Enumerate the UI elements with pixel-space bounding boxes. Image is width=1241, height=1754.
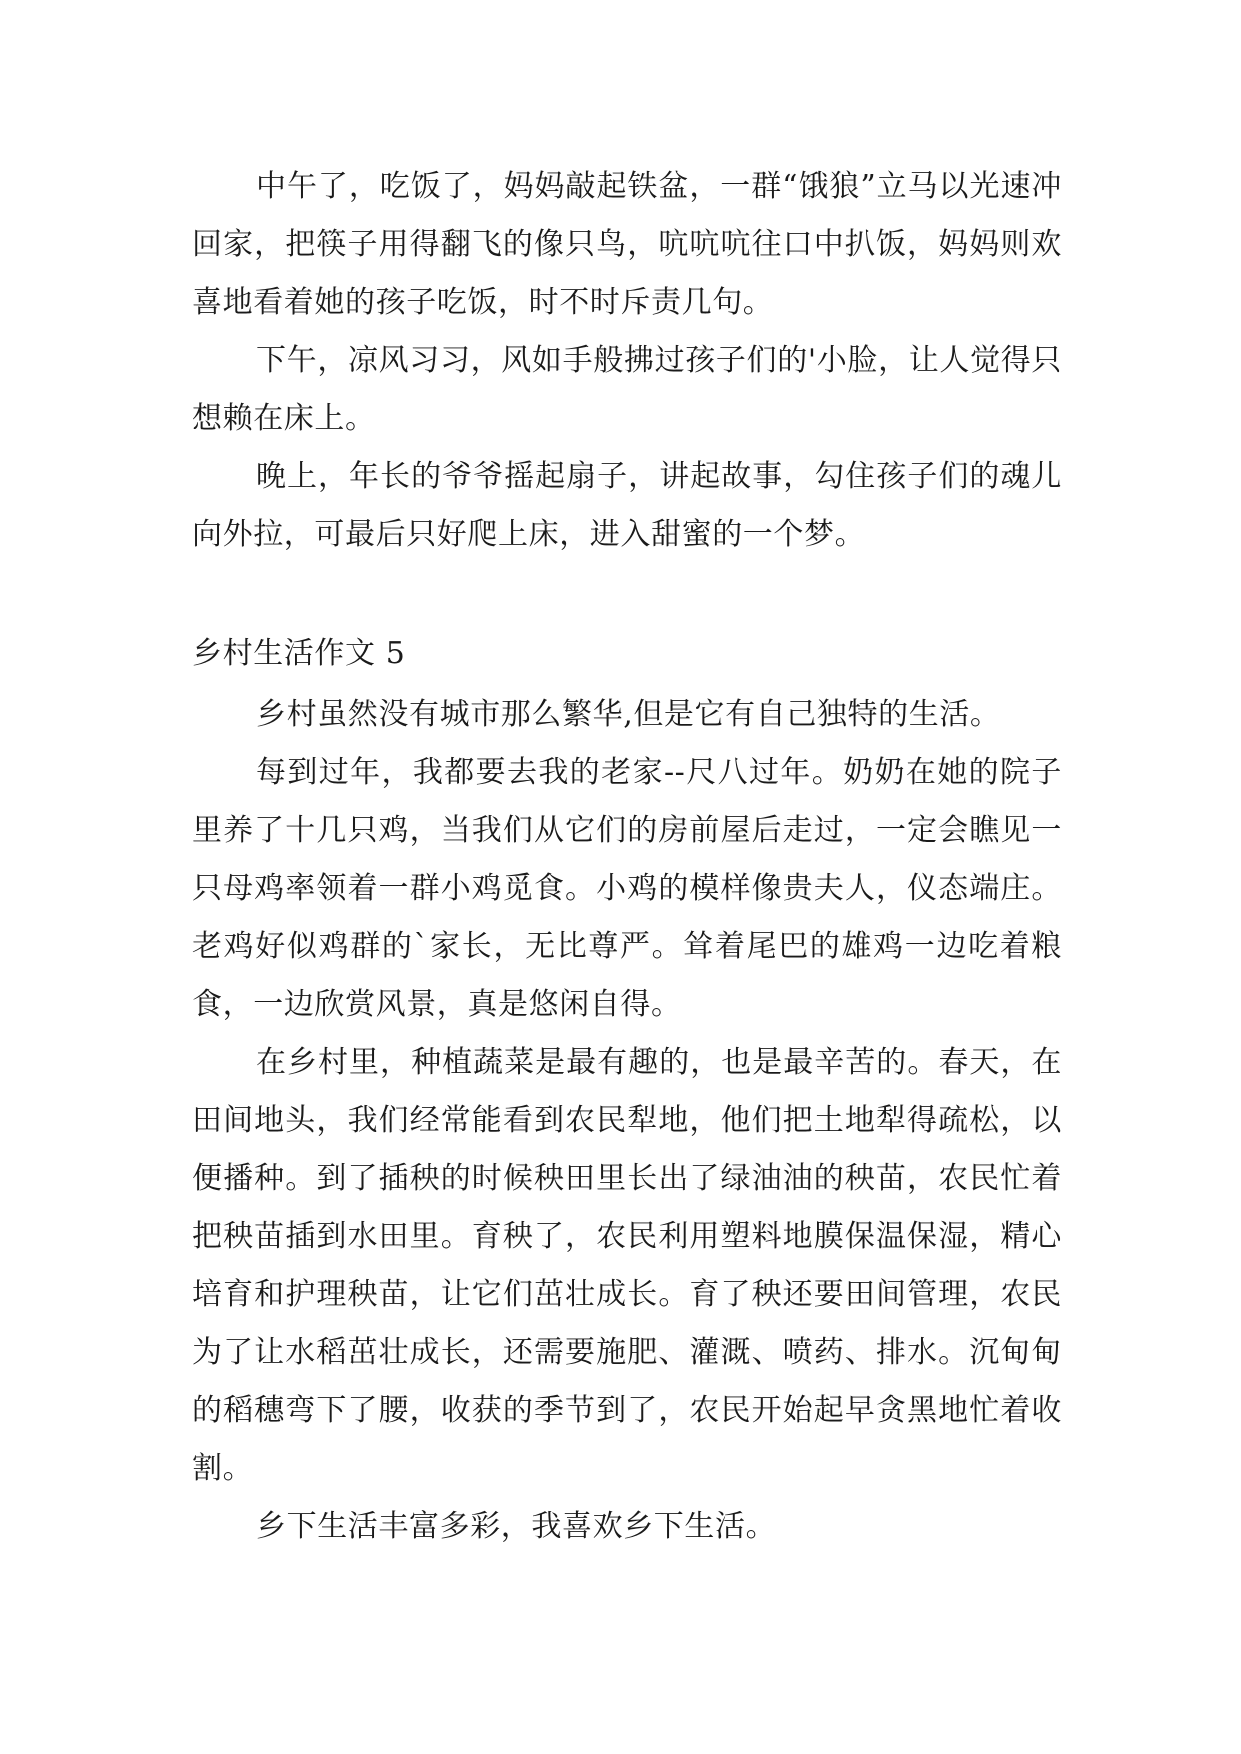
paragraph-evening: 晚上，年长的爷爷摇起扇子，讲起故事，勾住孩子们的魂儿向外拉，可最后只好爬上床，进入甜蜜的一个梦。 xyxy=(192,459,1062,552)
paragraph-new-year: 每到过年，我都要去我的老家--尺八过年。奶奶在她的院子里养了十几只鸡，当我们从它们的房前屋后走过，一定会瞧见一只母鸡率领着一群小鸡觅食。小鸡的模样像贵夫人，仪态端庄。老鸡好似鸡群的`家长，无比尊严。耸着尾巴的雄鸡一边吃着粮食，一边欣赏风景，真是悠闲自得。 xyxy=(192,755,1062,1022)
essay-part-continued xyxy=(192,158,1062,564)
paragraph-farming: 在乡村里，种植蔬菜是最有趣的，也是最辛苦的。春天，在田间地头，我们经常能看到农民犁地，他们把土地犁得疏松，以便播种。到了插秧的时候秧田里长出了绿油油的秧苗，农民忙着把秧苗插到水田里。育秧了，农民利用塑料地膜保温保湿，精心培育和护理秧苗，让它们茁壮成长。育了秧还要田间管理，农民为了让水稻茁壮成长，还需要施肥、灌溉、喷药、排水。沉甸甸的稻穗弯下了腰，收获的季节到了，农民开始起早贪黑地忙着收割。 xyxy=(192,1045,1062,1486)
section-title: 乡村生活作文 5 xyxy=(192,636,406,671)
paragraph-noon: 中午了，吃饭了，妈妈敲起铁盆，一群“饿狼”立马以光速冲回家，把筷子用得翻飞的像只鸟，吭吭吭往口中扒饭，妈妈则欢喜地看着她的孩子吃饭，时不时斥责几句。 xyxy=(192,169,1062,320)
paragraph-intro: 乡村虽然没有城市那么繁华,但是它有自己独特的生活。 xyxy=(256,697,1001,732)
essay-section-5 xyxy=(192,686,1062,1556)
paragraph-conclusion: 乡下生活丰富多彩，我喜欢乡下生活。 xyxy=(256,1509,777,1544)
paragraph-afternoon: 下午，凉风习习，风如手般拂过孩子们的'小脸，让人觉得只想赖在床上。 xyxy=(192,343,1062,436)
